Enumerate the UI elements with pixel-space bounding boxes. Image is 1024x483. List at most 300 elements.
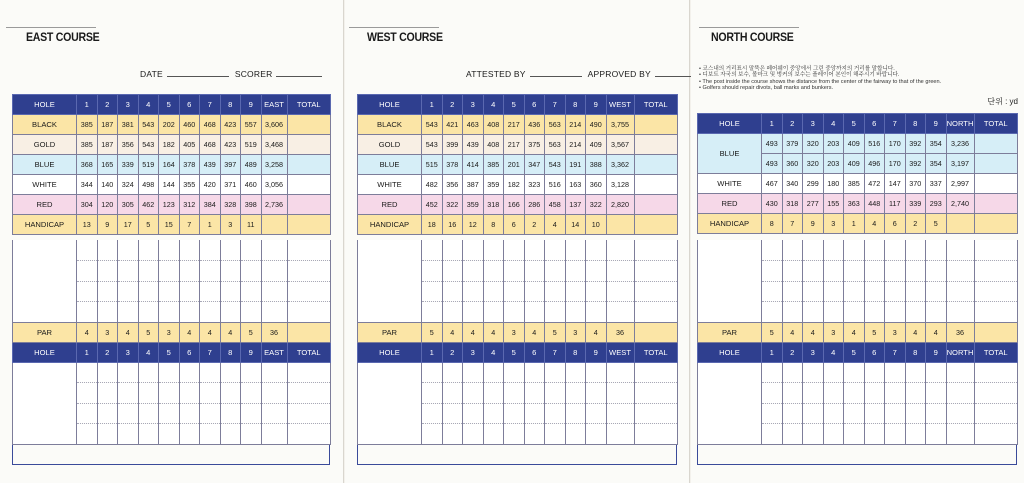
score-cell[interactable] [159,240,180,261]
score-cell[interactable] [864,362,885,383]
score-cell[interactable] [586,403,607,424]
score-cell[interactable] [220,424,241,445]
score-cell[interactable] [442,362,463,383]
score-cell[interactable] [864,281,885,302]
score-cell[interactable] [885,424,906,445]
score-cell[interactable] [422,424,443,445]
score-cell[interactable] [905,383,926,404]
score-cell[interactable] [586,261,607,282]
score-cell[interactable] [179,261,200,282]
score-cell[interactable] [864,383,885,404]
score-cell[interactable] [782,302,803,323]
score-cell[interactable] [504,240,525,261]
score-cell[interactable] [463,383,484,404]
score-cell[interactable] [864,240,885,261]
score-cell[interactable] [803,281,824,302]
score-cell[interactable] [905,261,926,282]
player-name-cell[interactable] [358,424,422,445]
score-cell[interactable] [77,261,98,282]
score-cell[interactable] [118,302,139,323]
score-cell[interactable] [179,240,200,261]
score-cell[interactable] [823,302,844,323]
score-cell[interactable] [77,302,98,323]
score-cell[interactable] [926,424,947,445]
score-cell[interactable] [241,281,262,302]
player-name-cell[interactable] [698,424,762,445]
score-cell[interactable] [287,424,331,445]
player-name-cell[interactable] [13,240,77,261]
score-cell[interactable] [97,240,118,261]
score-cell[interactable] [138,383,159,404]
score-cell[interactable] [634,362,678,383]
score-cell[interactable] [864,261,885,282]
player-name-cell[interactable] [698,240,762,261]
score-cell[interactable] [634,261,678,282]
score-cell[interactable] [504,403,525,424]
score-cell[interactable] [974,403,1018,424]
score-cell[interactable] [77,424,98,445]
score-cell[interactable] [782,281,803,302]
score-cell[interactable] [606,261,634,282]
score-cell[interactable] [483,261,504,282]
score-cell[interactable] [422,240,443,261]
player-name-cell[interactable] [698,261,762,282]
score-cell[interactable] [138,302,159,323]
score-cell[interactable] [504,302,525,323]
score-cell[interactable] [782,261,803,282]
score-cell[interactable] [864,424,885,445]
score-cell[interactable] [442,383,463,404]
score-cell[interactable] [606,383,634,404]
score-cell[interactable] [138,261,159,282]
score-cell[interactable] [287,240,331,261]
score-cell[interactable] [261,281,287,302]
score-cell[interactable] [220,240,241,261]
score-cell[interactable] [118,403,139,424]
score-cell[interactable] [138,362,159,383]
score-cell[interactable] [803,261,824,282]
yardage-cell: 3 [823,214,844,234]
score-cell[interactable] [762,362,783,383]
score-cell[interactable] [463,240,484,261]
score-cell[interactable] [422,383,443,404]
score-cell[interactable] [634,281,678,302]
score-cell[interactable] [823,403,844,424]
score-cell[interactable] [762,240,783,261]
player-name-cell[interactable] [13,302,77,323]
score-cell[interactable] [483,383,504,404]
score-cell[interactable] [762,261,783,282]
score-cell[interactable] [634,302,678,323]
score-cell[interactable] [422,302,443,323]
score-cell[interactable] [179,281,200,302]
player-name-cell[interactable] [358,362,422,383]
score-cell[interactable] [241,240,262,261]
score-cell[interactable] [634,424,678,445]
score-cell[interactable] [118,240,139,261]
score-cell[interactable] [606,362,634,383]
score-cell[interactable] [200,403,221,424]
score-cell[interactable] [97,383,118,404]
player-name-cell[interactable] [13,261,77,282]
score-cell[interactable] [118,383,139,404]
score-cell[interactable] [545,362,566,383]
score-cell[interactable] [220,281,241,302]
par-cell: 5 [864,322,885,342]
score-cell[interactable] [606,281,634,302]
scorer-field-line[interactable] [276,76,322,77]
score-cell[interactable] [885,383,906,404]
score-cell[interactable] [803,240,824,261]
score-cell[interactable] [545,403,566,424]
attested-by-field-line[interactable] [530,76,582,77]
player-name-cell[interactable] [13,403,77,424]
score-cell[interactable] [565,261,586,282]
score-cell[interactable] [946,302,974,323]
score-cell[interactable] [844,302,865,323]
score-cell[interactable] [261,240,287,261]
score-cell[interactable] [844,261,865,282]
score-cell[interactable] [606,240,634,261]
score-cell[interactable] [762,424,783,445]
score-cell[interactable] [159,281,180,302]
score-cell[interactable] [803,302,824,323]
score-cell[interactable] [138,281,159,302]
score-cell[interactable] [287,383,331,404]
score-row [698,240,1018,261]
score-cell[interactable] [586,281,607,302]
score-cell[interactable] [606,424,634,445]
score-cell[interactable] [864,403,885,424]
score-cell[interactable] [97,281,118,302]
score-cell[interactable] [782,362,803,383]
score-cell[interactable] [261,302,287,323]
score-cell[interactable] [524,424,545,445]
score-cell[interactable] [287,362,331,383]
score-cell[interactable] [844,383,865,404]
score-cell[interactable] [200,302,221,323]
score-cell[interactable] [565,281,586,302]
score-cell[interactable] [545,240,566,261]
score-cell[interactable] [905,424,926,445]
score-cell[interactable] [634,403,678,424]
score-cell[interactable] [504,261,525,282]
player-name-cell[interactable] [698,383,762,404]
score-cell[interactable] [762,281,783,302]
score-cell[interactable] [823,281,844,302]
player-name-cell[interactable] [698,302,762,323]
score-cell[interactable] [946,403,974,424]
score-cell[interactable] [118,261,139,282]
score-cell[interactable] [97,403,118,424]
score-cell[interactable] [803,383,824,404]
score-cell[interactable] [463,261,484,282]
score-cell[interactable] [77,383,98,404]
score-cell[interactable] [926,383,947,404]
score-cell[interactable] [179,424,200,445]
score-cell[interactable] [442,403,463,424]
score-cell[interactable] [442,302,463,323]
score-cell[interactable] [926,281,947,302]
score-cell[interactable] [77,240,98,261]
player-name-cell[interactable] [13,362,77,383]
score-cell[interactable] [220,403,241,424]
score-cell[interactable] [77,403,98,424]
score-cell[interactable] [905,302,926,323]
player-name-cell[interactable] [358,383,422,404]
score-cell[interactable] [946,424,974,445]
score-cell[interactable] [634,240,678,261]
score-cell[interactable] [974,240,1018,261]
score-cell[interactable] [905,240,926,261]
score-cell[interactable] [586,424,607,445]
score-cell[interactable] [241,302,262,323]
score-cell[interactable] [926,261,947,282]
score-cell[interactable] [844,362,865,383]
score-cell[interactable] [220,302,241,323]
score-cell[interactable] [241,403,262,424]
score-cell[interactable] [586,362,607,383]
score-cell[interactable] [524,383,545,404]
score-cell[interactable] [844,424,865,445]
score-cell[interactable] [946,383,974,404]
score-cell[interactable] [77,362,98,383]
score-cell[interactable] [463,403,484,424]
score-cell[interactable] [422,403,443,424]
score-cell[interactable] [974,362,1018,383]
score-cell[interactable] [483,362,504,383]
score-cell[interactable] [885,281,906,302]
score-cell[interactable] [565,383,586,404]
score-cell[interactable] [844,281,865,302]
score-cell[interactable] [179,362,200,383]
score-cell[interactable] [504,281,525,302]
score-cell[interactable] [545,261,566,282]
score-cell[interactable] [200,240,221,261]
player-name-cell[interactable] [698,281,762,302]
date-field-line[interactable] [167,76,229,77]
score-cell[interactable] [138,424,159,445]
score-cell[interactable] [844,240,865,261]
score-cell[interactable] [483,281,504,302]
score-cell[interactable] [287,281,331,302]
score-cell[interactable] [524,403,545,424]
score-cell[interactable] [823,362,844,383]
score-cell[interactable] [803,362,824,383]
score-cell[interactable] [159,424,180,445]
score-cell[interactable] [159,362,180,383]
score-cell[interactable] [504,383,525,404]
score-cell[interactable] [200,261,221,282]
score-cell[interactable] [565,403,586,424]
score-cell[interactable] [803,403,824,424]
score-cell[interactable] [442,261,463,282]
yardage-cell: 15 [159,215,180,235]
yardage-cell: 13 [77,215,98,235]
score-cell[interactable] [926,240,947,261]
score-cell[interactable] [782,403,803,424]
score-cell[interactable] [823,383,844,404]
score-cell[interactable] [118,281,139,302]
score-cell[interactable] [138,240,159,261]
score-cell[interactable] [159,302,180,323]
score-cell[interactable] [524,362,545,383]
score-cell[interactable] [885,261,906,282]
score-cell[interactable] [200,424,221,445]
note-line: • 디보트 자국의 보수, 볼마크 및 벙커의 보수는 플레이어 본인이 해주시기 바랍니다. [699,72,900,79]
score-cell[interactable] [606,302,634,323]
score-cell[interactable] [200,362,221,383]
score-cell[interactable] [905,362,926,383]
score-cell[interactable] [287,261,331,282]
score-cell[interactable] [524,261,545,282]
player-name-cell[interactable] [698,403,762,424]
score-cell[interactable] [762,383,783,404]
score-cell[interactable] [97,261,118,282]
score-cell[interactable] [200,281,221,302]
player-name-cell[interactable] [358,240,422,261]
score-cell[interactable] [885,362,906,383]
score-cell[interactable] [463,424,484,445]
player-name-cell[interactable] [358,281,422,302]
score-cell[interactable] [545,281,566,302]
score-cell[interactable] [220,362,241,383]
score-cell[interactable] [565,362,586,383]
score-cell[interactable] [524,281,545,302]
score-cell[interactable] [442,424,463,445]
score-cell[interactable] [565,240,586,261]
score-cell[interactable] [463,362,484,383]
score-cell[interactable] [77,281,98,302]
player-name-cell[interactable] [13,424,77,445]
score-cell[interactable] [261,261,287,282]
score-cell[interactable] [504,362,525,383]
score-cell[interactable] [524,240,545,261]
score-cell[interactable] [483,403,504,424]
score-cell[interactable] [974,383,1018,404]
score-cell[interactable] [885,403,906,424]
score-cell[interactable] [864,302,885,323]
score-cell[interactable] [422,281,443,302]
score-cell[interactable] [220,261,241,282]
player-name-cell[interactable] [358,302,422,323]
score-cell[interactable] [762,302,783,323]
score-cell[interactable] [905,403,926,424]
player-name-cell[interactable] [13,281,77,302]
score-cell[interactable] [261,424,287,445]
score-cell[interactable] [287,403,331,424]
score-cell[interactable] [946,240,974,261]
player-name-cell[interactable] [358,261,422,282]
score-cell[interactable] [524,302,545,323]
score-cell[interactable] [545,424,566,445]
score-cell[interactable] [946,362,974,383]
score-cell[interactable] [885,240,906,261]
score-cell[interactable] [200,383,221,404]
score-cell[interactable] [118,362,139,383]
score-cell[interactable] [118,424,139,445]
score-cell[interactable] [159,403,180,424]
score-cell[interactable] [97,302,118,323]
score-cell[interactable] [565,302,586,323]
score-cell[interactable] [504,424,525,445]
score-cell[interactable] [974,424,1018,445]
score-cell[interactable] [823,240,844,261]
score-cell[interactable] [926,403,947,424]
score-cell[interactable] [138,403,159,424]
score-cell[interactable] [946,261,974,282]
score-cell[interactable] [97,424,118,445]
score-cell[interactable] [762,403,783,424]
score-cell[interactable] [905,281,926,302]
score-cell[interactable] [220,383,241,404]
score-cell[interactable] [422,362,443,383]
score-cell[interactable] [782,240,803,261]
score-cell[interactable] [606,403,634,424]
score-cell[interactable] [926,362,947,383]
score-cell[interactable] [974,302,1018,323]
score-cell[interactable] [483,302,504,323]
score-cell[interactable] [241,424,262,445]
score-cell[interactable] [422,261,443,282]
score-cell[interactable] [241,362,262,383]
score-cell[interactable] [946,281,974,302]
score-cell[interactable] [261,403,287,424]
score-cell[interactable] [261,362,287,383]
score-cell[interactable] [565,424,586,445]
score-cell[interactable] [926,302,947,323]
score-cell[interactable] [974,281,1018,302]
score-cell[interactable] [545,383,566,404]
score-cell[interactable] [483,240,504,261]
score-cell[interactable] [241,383,262,404]
player-name-cell[interactable] [13,383,77,404]
score-cell[interactable] [634,383,678,404]
score-cell[interactable] [586,383,607,404]
score-cell[interactable] [241,261,262,282]
yardage-cell: 322 [586,195,607,215]
score-cell[interactable] [782,383,803,404]
player-name-cell[interactable] [358,403,422,424]
score-cell[interactable] [823,424,844,445]
score-cell[interactable] [483,424,504,445]
score-cell[interactable] [844,403,865,424]
score-cell[interactable] [442,281,463,302]
score-cell[interactable] [885,302,906,323]
score-cell[interactable] [261,383,287,404]
score-cell[interactable] [823,261,844,282]
score-cell[interactable] [287,302,331,323]
score-cell[interactable] [545,302,566,323]
score-cell[interactable] [159,383,180,404]
score-cell[interactable] [782,424,803,445]
score-cell[interactable] [463,302,484,323]
score-cell[interactable] [586,240,607,261]
score-cell[interactable] [179,383,200,404]
score-cell[interactable] [159,261,180,282]
hole-header-cell: 6 [524,95,545,115]
score-cell[interactable] [586,302,607,323]
score-cell[interactable] [179,302,200,323]
score-cell[interactable] [97,362,118,383]
score-cell[interactable] [974,261,1018,282]
score-cell[interactable] [463,281,484,302]
score-cell[interactable] [803,424,824,445]
player-name-cell[interactable] [698,362,762,383]
score-cell[interactable] [442,240,463,261]
hole-header-cell: 2 [97,95,118,115]
score-cell[interactable] [179,403,200,424]
